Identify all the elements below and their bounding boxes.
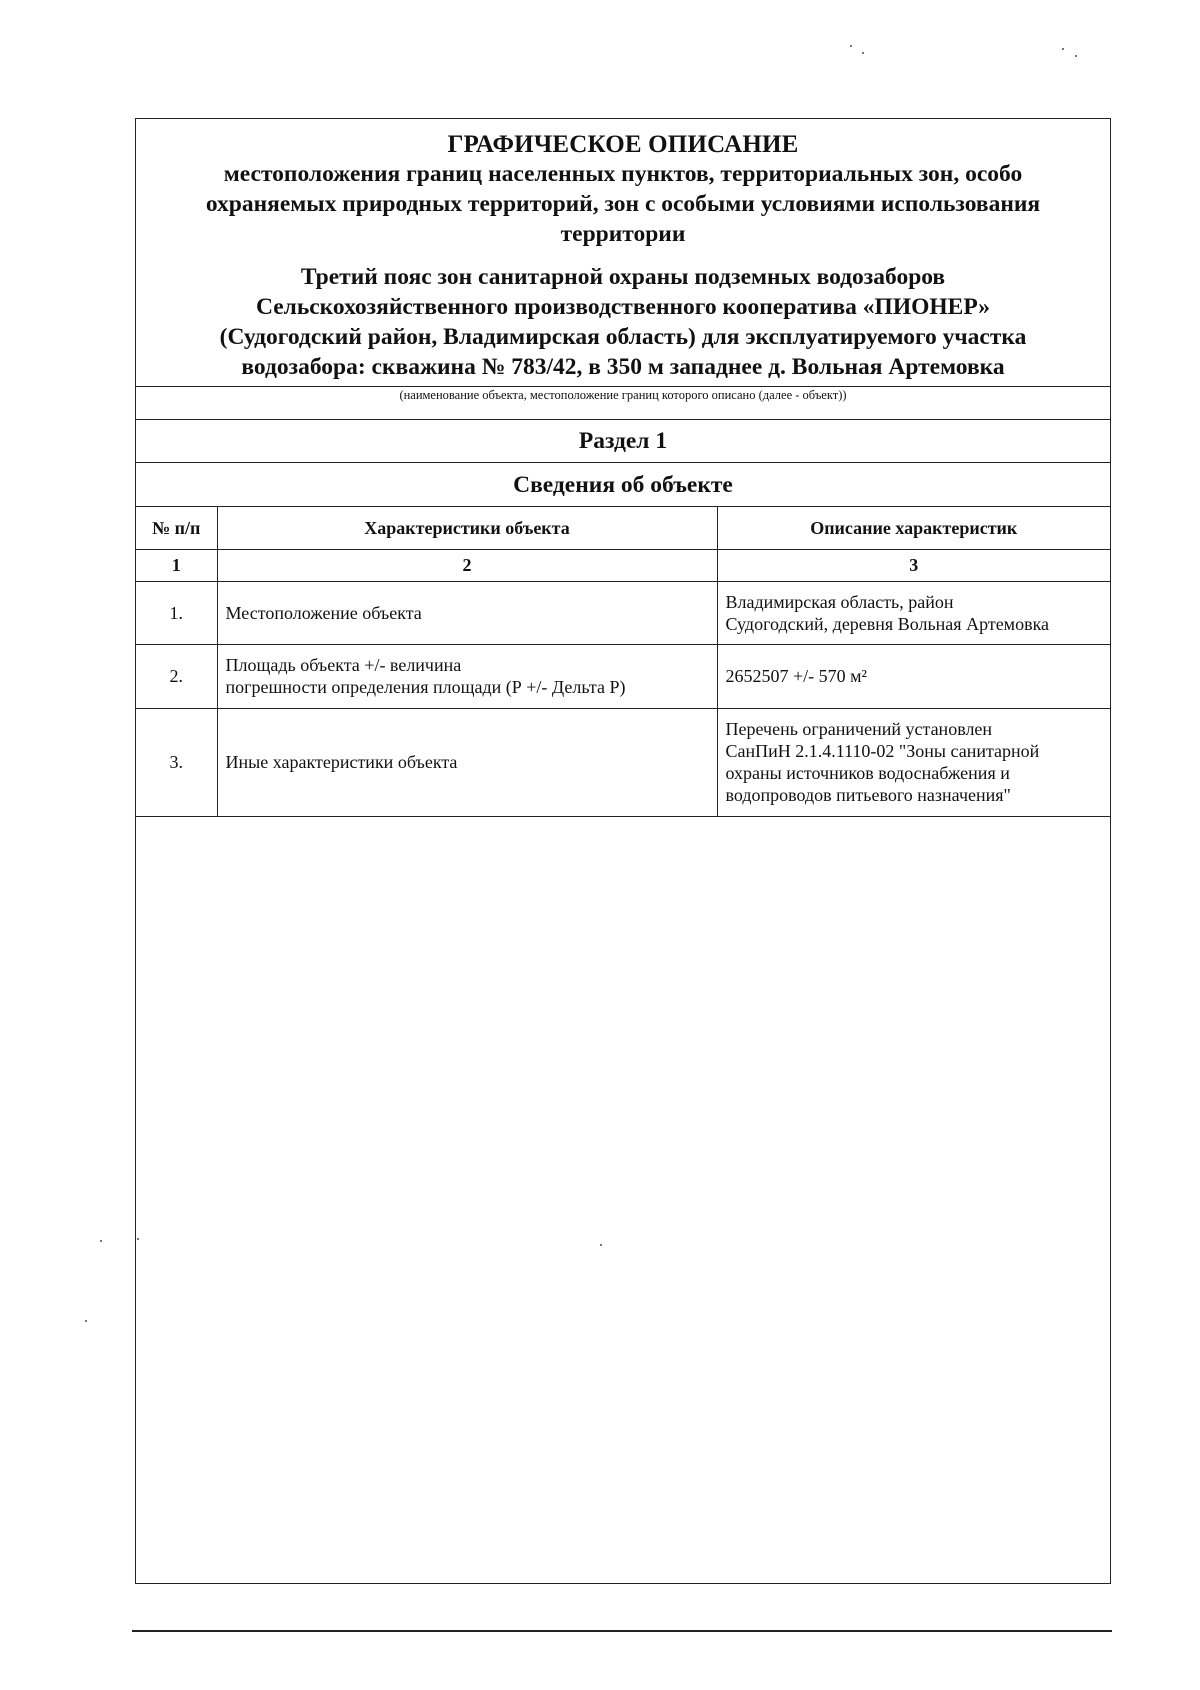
bottom-rule (132, 1630, 1112, 1632)
characteristic-line: Иные характеристики объекта (225, 752, 458, 772)
row-number: 2. (136, 644, 217, 708)
characteristic-line: Площадь объекта +/- величина (225, 655, 462, 675)
object-name-line: водозабора: скважина № 783/42, в 350 м западнее д. Вольная Артемовка (241, 354, 1005, 380)
description-cell (717, 581, 1110, 644)
characteristic-line: погрешности определения площади (Р +/- Дельта Р) (225, 677, 626, 697)
document-title: ГРАФИЧЕСКОЕ ОПИСАНИЕ (447, 131, 799, 158)
column-header: № п/п (136, 507, 217, 549)
column-number: 1 (136, 549, 217, 581)
description-line: охраны источников водоснабжения и (725, 763, 1010, 783)
description-line: Перечень ограничений установлен (725, 719, 993, 739)
table-row (136, 708, 1110, 816)
characteristic-line: Местоположение объекта (225, 602, 422, 623)
description-cell (717, 708, 1110, 816)
description-line: Владимирская область, район (725, 591, 954, 612)
scan-speck (1075, 55, 1077, 57)
section-subtitle: Сведения об объекте (136, 463, 1110, 507)
object-caption: (наименование объекта, местоположение границ которого описано (далее - объект)) (136, 387, 1110, 420)
object-info-table (136, 507, 1110, 817)
column-number: 3 (717, 549, 1110, 581)
table-row (136, 581, 1110, 644)
table-header-row (136, 507, 1110, 549)
characteristic-cell (217, 581, 717, 644)
characteristic-cell (217, 708, 717, 816)
section-title: Раздел 1 (136, 420, 1110, 463)
scan-speck (100, 1240, 102, 1242)
scan-speck (850, 45, 852, 47)
row-number: 3. (136, 708, 217, 816)
characteristic-cell (217, 644, 717, 708)
column-header: Характеристики объекта (217, 507, 717, 549)
column-number-row (136, 549, 1110, 581)
description-line: СанПиН 2.1.4.1110-02 "Зоны санитарной (725, 741, 1040, 761)
object-name-line: Третий пояс зон санитарной охраны подземных водозаборов (300, 264, 946, 290)
description-line: 2652507 +/- 570 м² (725, 666, 867, 686)
object-name-line: (Судогодский район, Владимирская область) для эксплуатируемого участка (219, 324, 1027, 350)
document-header (136, 119, 1110, 387)
description-line: Судогодский, деревня Вольная Артемовка (725, 613, 1050, 634)
scan-speck (1062, 48, 1064, 50)
table-row (136, 644, 1110, 708)
subtitle-line: охраняемых природных территорий, зон с особыми условиями использования (205, 191, 1041, 217)
column-header: Описание характеристик (717, 507, 1110, 549)
row-number: 1. (136, 581, 217, 644)
subtitle-line: территории (560, 221, 686, 247)
document-subtitle (142, 159, 1104, 249)
object-name (140, 262, 1106, 382)
scan-speck (862, 52, 864, 54)
scan-speck (137, 1238, 139, 1240)
description-line: водопроводов питьевого назначения" (725, 785, 1011, 805)
object-name-line: Сельскохозяйственного производственного кооператива «ПИОНЕР» (255, 294, 991, 320)
subtitle-line: местоположения границ населенных пунктов, территориальных зон, особо (223, 161, 1023, 187)
scan-speck (85, 1320, 87, 1322)
column-number: 2 (217, 549, 717, 581)
document-frame (135, 118, 1111, 1584)
description-cell (717, 644, 1110, 708)
scan-speck (600, 1244, 602, 1246)
